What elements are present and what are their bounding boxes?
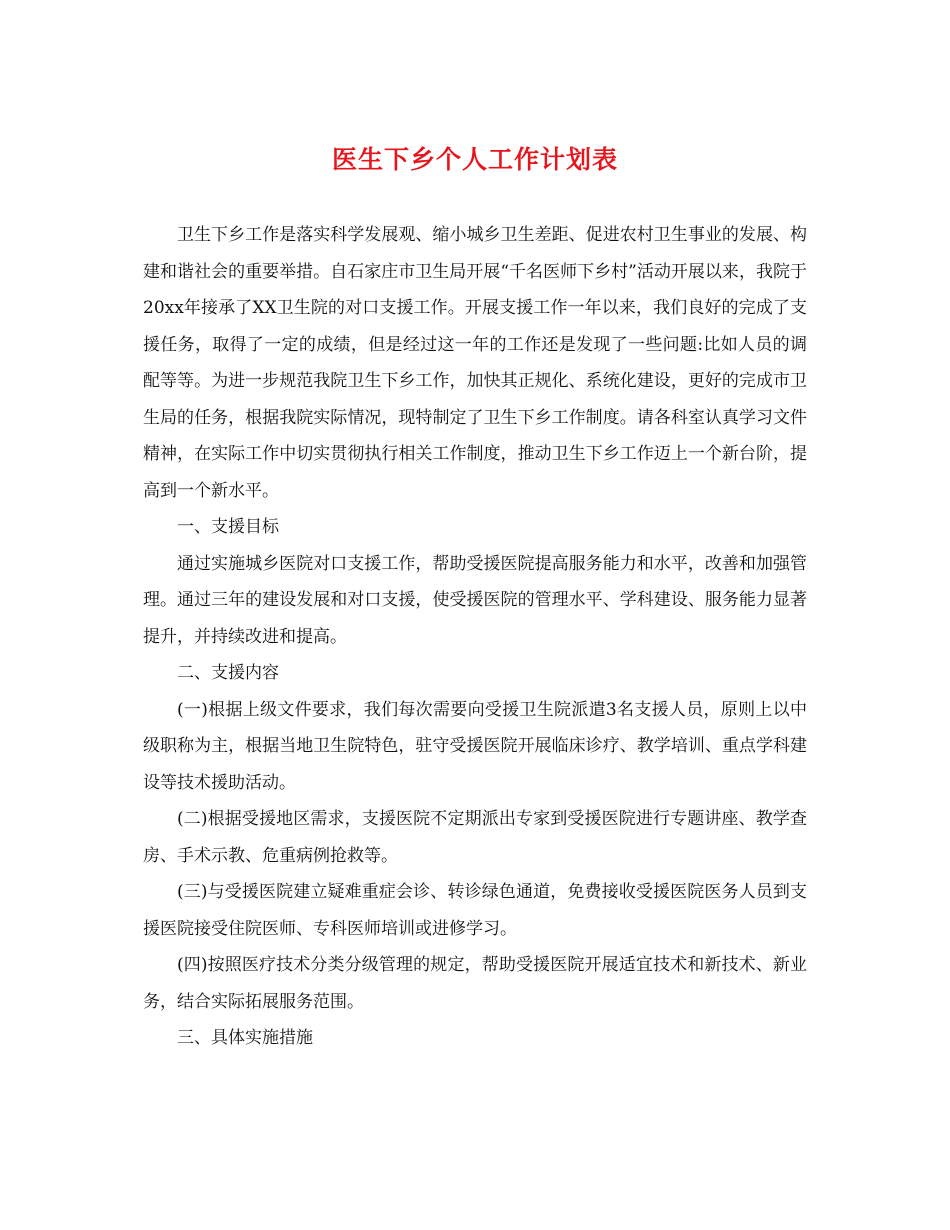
document-body — [143, 217, 807, 1057]
support-goals-paragraph: 通过实施城乡医院对口支援工作，帮助受援医院提高服务能力和水平，改善和加强管理。通过三年的建设发展和对口支援，使受援医院的管理水平、学科建设、服务能力显著提升，并持续改进和提高。 — [143, 553, 807, 647]
support-content-item-4: (四)按照医疗技术分类分级管理的规定，帮助受援医院开展适宜技术和新技术、新业务，结合实际拓展服务范围。 — [143, 955, 807, 1012]
support-content-item-1: (一)根据上级文件要求，我们每次需要向受援卫生院派遣3名支援人员，原则上以中级职称为主，根据当地卫生院特色，驻守受援医院开展临床诊疗、教学培训、重点学科建设等技术援助活动。 — [143, 699, 807, 793]
section-heading-support-content: 二、支援内容 — [177, 663, 279, 683]
section-heading-support-goals: 一、支援目标 — [177, 517, 279, 537]
support-content-item-2: (二)根据受援地区需求，支援医院不定期派出专家到受援医院进行专题讲座、教学查房、手术示教、危重病例抢救等。 — [143, 809, 807, 866]
section-heading-implementation: 三、具体实施措施 — [177, 1028, 313, 1048]
document-title: 医生下乡个人工作计划表 — [331, 145, 618, 174]
intro-paragraph: 卫生下乡工作是落实科学发展观、缩小城乡卫生差距、促进农村卫生事业的发展、构建和谐社会的重要举措。自石家庄市卫生局开展“千名医师下乡村”活动开展以来，我院于20xx年接承了XX卫生院的对口支援工作。开展支援工作一年以来，我们良好的完成了支援任务，取得了一定的成绩，但是经过这一年的工作还是发现了一些问题:比如人员的调配等等。为进一步规范我院卫生下乡工作，加快其正规化、系统化建设，更好的完成市卫生局的任务，根据我院实际情况，现特制定了卫生下乡工作制度。请各科室认真学习文件精神，在实际工作中切实贯彻执行相关工作制度，推动卫生下乡工作迈上一个新台阶，提高到一个新水平。 — [143, 225, 807, 501]
support-content-item-3: (三)与受援医院建立疑难重症会诊、转诊绿色通道，免费接收受援医院医务人员到支援医院接受住院医师、专科医师培训或进修学习。 — [143, 882, 807, 939]
